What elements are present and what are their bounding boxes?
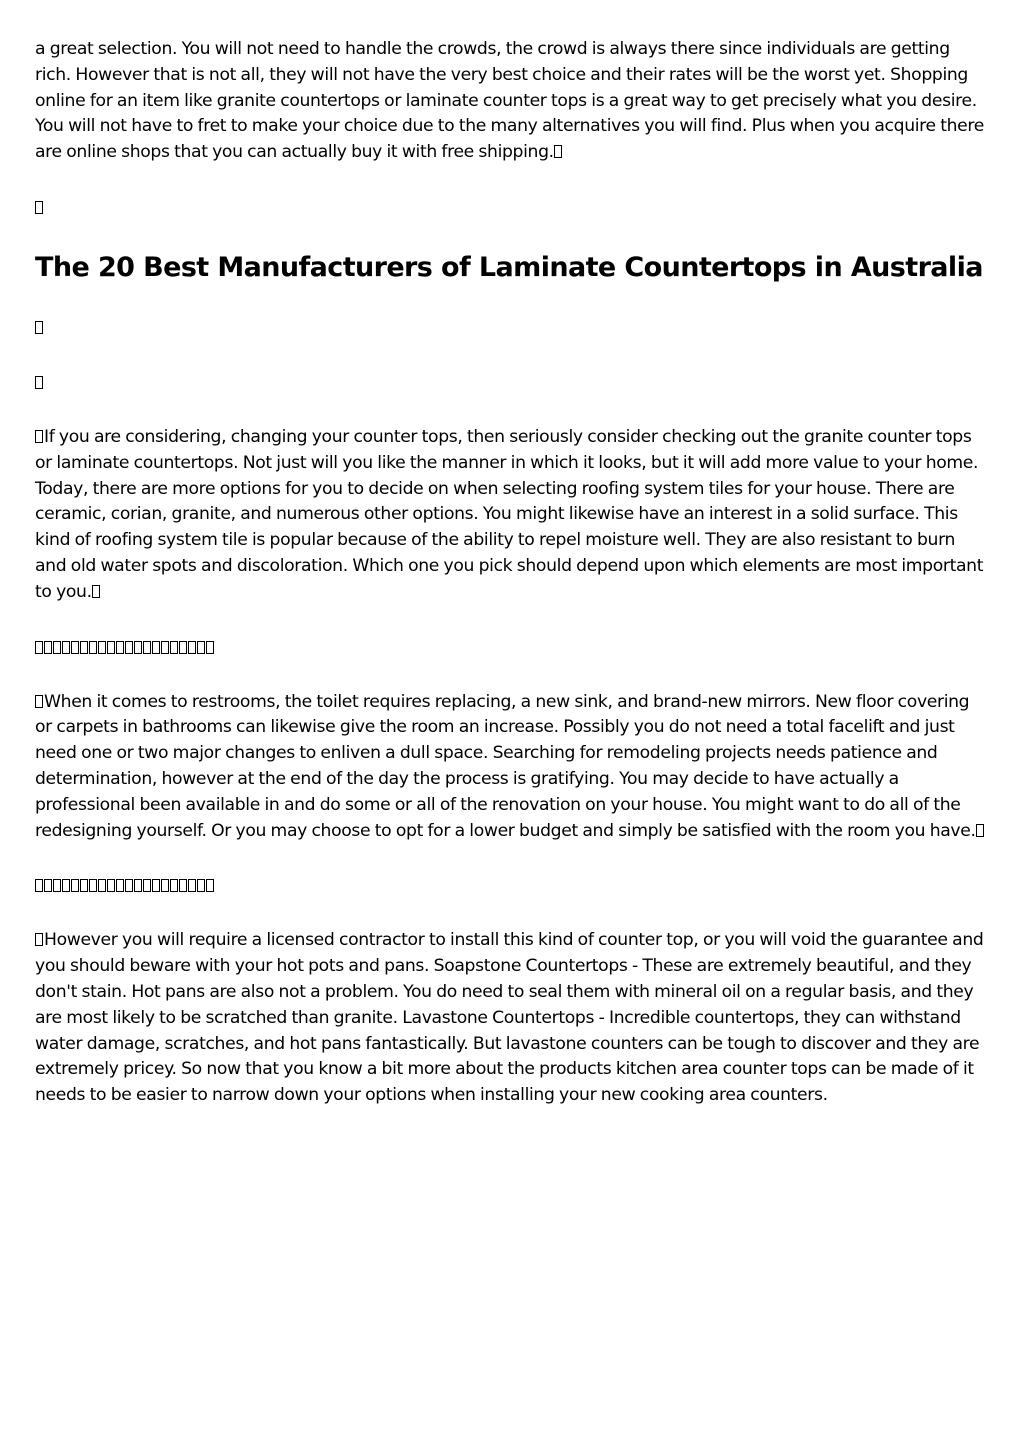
missing-glyph-icon <box>976 824 984 837</box>
missing-glyph-icon <box>35 879 43 892</box>
missing-glyph-icon <box>143 641 151 654</box>
paragraph-licensed-contractor <box>35 928 990 1109</box>
missing-glyph-icon <box>134 879 142 892</box>
missing-glyph-icon <box>179 879 187 892</box>
missing-glyph-icon <box>53 641 61 654</box>
missing-glyph-icon <box>44 641 52 654</box>
paragraph-restrooms-text: When it comes to restrooms, the toilet requires replacing, a new sink, and brand-new mirrors. New floor covering or carpets in bathrooms can likewise give the room an increase. Possibly you do not need a total facelift and just need one or two major changes to enliven a dull space. Searching for remodeling projects needs patience and determination, however at the end of the day the process is gratifying. You may decide to have actually a professional been available in and do some or all of the renovation on your house. You might want to do all of the redesigning yourself. Or you may choose to opt for a lower budget and simply be satisfied with the room you have. <box>35 691 976 841</box>
missing-glyph-icon <box>35 201 43 214</box>
missing-glyph-icon <box>98 879 106 892</box>
paragraph-licensed-contractor-text: However you will require a licensed contractor to install this kind of counter top, or you will void the guarantee and you should beware with your hot pots and pans. Soapstone Countertops - These are extremely beautiful, and they don't stain. Hot pans are also not a problem. You do need to seal them with mineral oil on a regular basis, and they are most likely to be scratched than granite. Lavastone Countertops - Incredible countertops, they can withstand water damage, scratches, and hot pans fantastically. But lavastone counters can be tough to discover and they are extremely pricey. So now that you know a bit more about the products kitchen area counter tops can be made of it needs to be easier to narrow down your options when installing your new cooking area counters. <box>35 930 984 1106</box>
missing-glyph-icon <box>71 879 79 892</box>
placeholder-glyph-line <box>35 873 990 899</box>
missing-glyph-icon <box>107 641 115 654</box>
missing-glyph-icon <box>152 879 160 892</box>
missing-glyph-icon <box>80 641 88 654</box>
missing-glyph-icon <box>35 695 43 708</box>
missing-glyph-icon <box>161 879 169 892</box>
missing-glyph-icon <box>134 641 142 654</box>
placeholder-glyph-line <box>35 195 990 221</box>
missing-glyph-icon <box>53 879 61 892</box>
missing-glyph-icon <box>188 641 196 654</box>
missing-glyph-icon <box>62 641 70 654</box>
paragraph-intro <box>35 37 990 166</box>
missing-glyph-icon <box>80 879 88 892</box>
missing-glyph-icon <box>62 879 70 892</box>
missing-glyph-icon <box>179 641 187 654</box>
missing-glyph-icon <box>206 641 214 654</box>
missing-glyph-icon <box>152 641 160 654</box>
missing-glyph-icon <box>89 641 97 654</box>
paragraph-considering-text: If you are considering, changing your counter tops, then seriously consider checking out the granite counter tops or laminate countertops. Not just will you like the manner in which it looks, but it will add more value to your home. Today, there are more options for you to decide on when selecting roofing system tiles for your house. There are ceramic, corian, granite, and numerous other options. You might likewise have an interest in a solid surface. This kind of roofing system tile is popular because of the ability to repel moisture well. They are also resistant to burn and old water spots and discoloration. Which one you pick should depend upon which elements are most important to you. <box>35 426 984 602</box>
missing-glyph-icon <box>197 879 205 892</box>
missing-glyph-icon <box>35 430 43 443</box>
missing-glyph-icon <box>554 145 562 158</box>
missing-glyph-icon <box>35 641 43 654</box>
missing-glyph-icon <box>116 641 124 654</box>
missing-glyph-icon <box>89 879 97 892</box>
missing-glyph-icon <box>35 376 43 389</box>
missing-glyph-icon <box>35 933 43 946</box>
placeholder-glyph-line <box>35 315 990 341</box>
missing-glyph-icon <box>170 641 178 654</box>
missing-glyph-icon <box>107 879 115 892</box>
placeholder-glyph-line <box>35 370 990 396</box>
missing-glyph-icon <box>71 641 79 654</box>
paragraph-considering <box>35 425 990 606</box>
missing-glyph-icon <box>116 879 124 892</box>
section-heading: The 20 Best Manufacturers of Laminate Countertops in Australia <box>35 251 983 283</box>
paragraph-intro-text: a great selection. You will not need to handle the crowds, the crowd is always there since individuals are getting rich. However that is not all, they will not have the very best choice and their rates will be the worst yet. Shopping online for an item like granite countertops or laminate counter tops is a great way to get precisely what you desire. You will not have to fret to make your choice due to the many alternatives you will find. Plus when you acquire there are online shops that you can actually buy it with free shipping. <box>35 39 984 163</box>
missing-glyph-icon <box>206 879 214 892</box>
missing-glyph-icon <box>44 879 52 892</box>
missing-glyph-icon <box>161 641 169 654</box>
missing-glyph-icon <box>197 641 205 654</box>
missing-glyph-icon <box>35 321 43 334</box>
missing-glyph-icon <box>170 879 178 892</box>
missing-glyph-icon <box>188 879 196 892</box>
document-body <box>35 37 990 1109</box>
missing-glyph-icon <box>98 641 106 654</box>
missing-glyph-icon <box>143 879 151 892</box>
placeholder-glyph-line <box>35 635 990 661</box>
missing-glyph-icon <box>125 641 133 654</box>
missing-glyph-icon <box>92 585 100 598</box>
missing-glyph-icon <box>125 879 133 892</box>
paragraph-restrooms <box>35 690 990 845</box>
